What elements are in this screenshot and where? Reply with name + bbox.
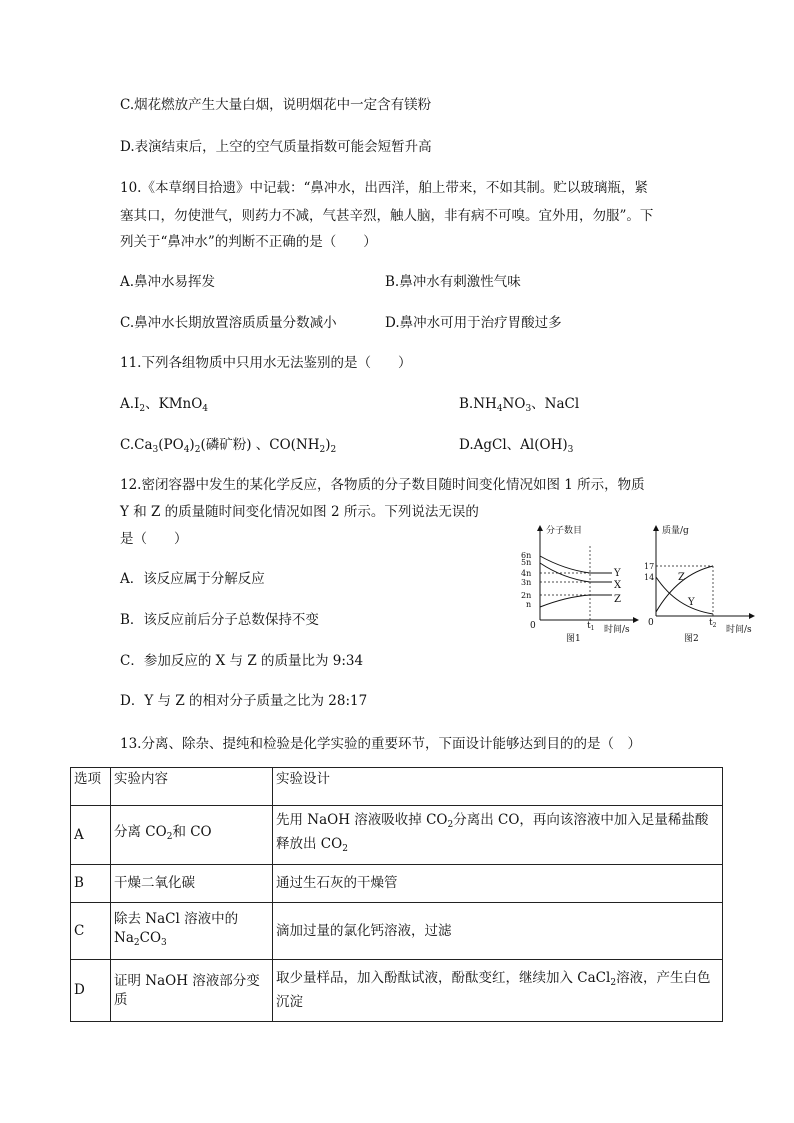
fig1-ytick-2n: 2n xyxy=(521,591,532,600)
q10-stem-line1: 10.《本草纲目拾遗》中记载：“鼻冲水，出西洋，舶上带来，不如其制。贮以玻璃瓶，紧 xyxy=(120,180,648,196)
fig1-ytick-n: n xyxy=(526,600,532,609)
q11-stem: 11.下列各组物质中只用水无法鉴别的是（ ） xyxy=(120,355,412,371)
fig2-xlabel: 时间/s xyxy=(726,625,752,635)
q12-stem-line1: 12.密闭容器中发生的某化学反应，各物质的分子数目随时间变化情况如图 1 所示，物质 xyxy=(120,477,645,493)
table-row xyxy=(71,903,723,960)
fig1-ylabel: 分子数目 xyxy=(546,526,583,536)
row-b-design: 通过生石灰的干燥管 xyxy=(273,865,723,903)
q13-stem: 13.分离、除杂、提纯和检验是化学实验的重要环节，下面设计能够达到目的的是（ ） xyxy=(120,736,641,752)
q10-option-a: A.鼻冲水易挥发 xyxy=(120,274,216,290)
q10-stem-line3: 列关于“鼻冲水”的判断不正确的是（ ） xyxy=(120,234,377,250)
fig2-series-z: Z xyxy=(678,572,685,583)
fig1-caption: 图1 xyxy=(566,634,581,644)
q12-stem-line3: 是（ ） xyxy=(120,531,188,547)
row-c-content: 除去 NaCl 溶液中的 $Na_2CO_3$ xyxy=(111,903,273,960)
q12-option-a: A．该反应属于分解反应 xyxy=(120,571,265,587)
q9-option-d: D.表演结束后，上空的空气质量指数可能会短暂升高 xyxy=(120,139,432,155)
row-c-design: 滴加过量的氯化钙溶液，过滤 xyxy=(273,903,723,960)
fig1-ytick-6n: 6n xyxy=(521,551,532,560)
table-row xyxy=(71,806,723,865)
fig1-ytick-5n: 5n xyxy=(521,558,532,567)
row-a-content: 分离 $CO_2$和 CO xyxy=(111,806,273,865)
q11-option-c: $C.Ca_3(PO_4)_2$(磷矿粉) 、$CO(NH_2)_2$ xyxy=(120,437,337,455)
fig2-origin: 0 xyxy=(648,618,654,628)
table-row xyxy=(71,960,723,1022)
fig2-caption: 图2 xyxy=(684,634,699,644)
fig1-ytick-3n: 3n xyxy=(521,578,532,587)
table-row xyxy=(71,865,723,903)
q12-stem-line2: Y 和 Z 的质量随时间变化情况如图 2 所示。下列说法无误的 xyxy=(120,504,479,520)
row-b-content: 干燥二氧化碳 xyxy=(111,865,273,903)
q10-stem-line2: 塞其口，勿使泄气，则药力不减，气甚辛烈，触人脑，非有病不可嗅。宜外用，勿服”。下 xyxy=(120,208,654,224)
fig1-t1: $t_1$ xyxy=(587,621,595,632)
figures-svg xyxy=(520,522,760,648)
q13-experiment-table xyxy=(70,767,723,1022)
q12-option-b: B．该反应前后分子总数保持不变 xyxy=(120,612,319,628)
q9-option-c: C.烟花燃放产生大量白烟，说明烟花中一定含有镁粉 xyxy=(120,97,432,113)
figure-2 xyxy=(644,524,754,644)
row-d-option: D xyxy=(71,960,111,1022)
q11-option-a: $A.I_2$、KMnO$_4$ xyxy=(120,396,209,414)
q10-option-b: B.鼻冲水有刺激性气味 xyxy=(385,274,521,290)
fig1-ytick-4n: 4n xyxy=(521,569,532,578)
fig1-origin: 0 xyxy=(530,621,536,631)
row-a-design: 先用 NaOH 溶液吸收掉 $CO_2$分离出 CO，再向该溶液中加入足量稀盐酸释放出 $CO_2$ xyxy=(273,806,723,865)
fig2-ytick-17: 17 xyxy=(644,562,655,571)
q12-figures xyxy=(520,522,760,652)
fig1-series-z: Z xyxy=(614,594,621,605)
q10-option-c: C.鼻冲水长期放置溶质质量分数减小 xyxy=(120,315,337,331)
figure-1 xyxy=(521,524,638,644)
q12-option-d: D．Y 与 Z 的相对分子质量之比为 28:17 xyxy=(120,693,368,709)
q12-option-c: C．参加反应的 X 与 Z 的质量比为 9:34 xyxy=(120,653,364,669)
row-b-option: B xyxy=(71,865,111,903)
table-header-row xyxy=(71,768,723,806)
fig1-curve-y xyxy=(540,556,612,573)
row-c-option: C xyxy=(71,903,111,960)
fig1-series-x: X xyxy=(614,580,622,591)
q11-option-d: D.AgCl、$Al(OH)_3$ xyxy=(459,437,574,455)
fig1-curve-z xyxy=(540,595,612,607)
fig2-ylabel: 质量/g xyxy=(662,526,689,536)
fig1-series-y: Y xyxy=(614,568,621,579)
fig2-series-y: Y xyxy=(688,597,695,608)
row-d-design: 取少量样品，加入酚酞试液，酚酞变红，继续加入 CaCl$_2$溶液，产生白色沉淀 xyxy=(273,960,723,1022)
fig2-t2: $t_2$ xyxy=(709,618,717,629)
row-a-option: A xyxy=(71,806,111,865)
fig1-xlabel: 时间/s xyxy=(604,625,630,635)
q11-option-b: $B.NH_4NO_3$、NaCl xyxy=(459,396,580,414)
header-content: 实验内容 xyxy=(111,768,273,806)
fig2-ytick-14: 14 xyxy=(644,573,655,582)
header-design: 实验设计 xyxy=(273,768,723,806)
q10-option-d: D.鼻冲水可用于治疗胃酸过多 xyxy=(385,315,562,331)
header-option: 选项 xyxy=(71,768,111,806)
row-d-content: 证明 NaOH 溶液部分变质 xyxy=(111,960,273,1022)
